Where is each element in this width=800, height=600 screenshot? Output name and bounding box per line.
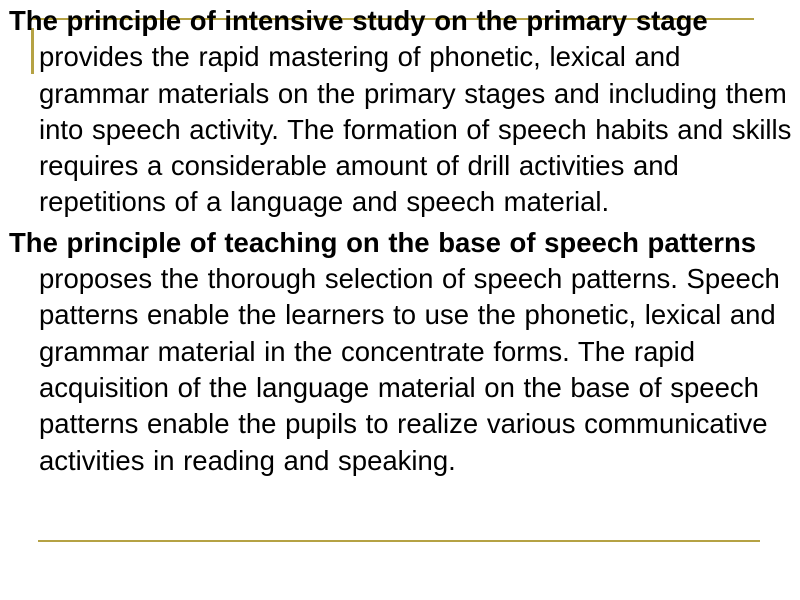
principle-intensive-study-text: provides the rapid mastering of phonetic, lexical and grammar materials on the primary stages and including them into speech activity. The formation of speech habits and skills requires a considerable amount of drill activities and repetitions of a language and speech material. bbox=[39, 41, 792, 218]
slide-body bbox=[9, 3, 794, 483]
principle-speech-patterns-title: The principle of teaching on the base of speech patterns bbox=[9, 226, 757, 258]
accent-rule-bottom bbox=[38, 540, 760, 542]
principle-intensive-study-paragraph bbox=[9, 3, 794, 221]
principle-speech-patterns-paragraph bbox=[9, 225, 794, 479]
principle-intensive-study-title: The principle of intensive study on the primary stage bbox=[9, 5, 708, 36]
principle-speech-patterns-text: proposes the thorough selection of speech patterns. Speech patterns enable the learners to use the phonetic, lexical and grammar material in the concentrate forms. The rapid acquisition of the language material on the base of speech patterns enable the pupils to realize various communicative activities in reading and speaking. bbox=[39, 263, 780, 476]
